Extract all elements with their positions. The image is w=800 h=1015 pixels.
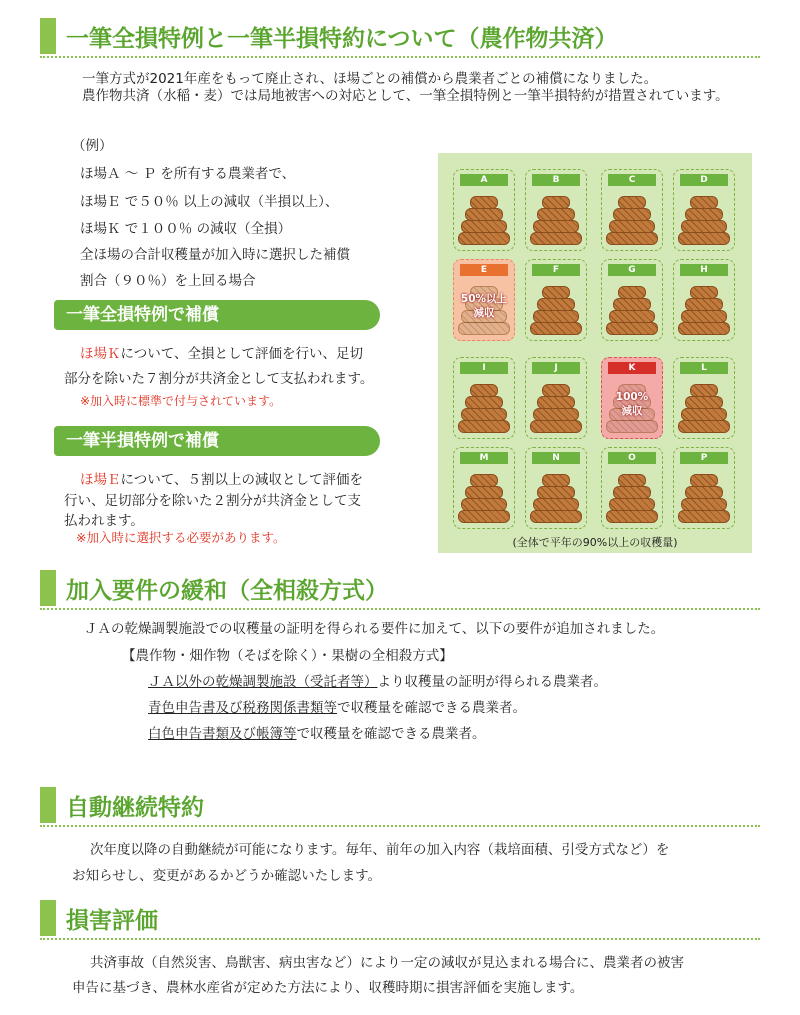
damage-assessment-line-2: 申告に基づき、農林水産省が定めた方法により、収穫時期に損害評価を実施します。 — [72, 980, 584, 996]
bale — [530, 232, 582, 245]
field-label: O — [608, 452, 656, 464]
bale — [458, 510, 510, 523]
bale — [542, 286, 570, 299]
section-title: 一筆全損特例と一筆半損特約について（農作物共済） — [66, 26, 618, 52]
grain-pile-icon — [530, 190, 582, 246]
field-e-highlight: ほ場Ｅ — [80, 472, 121, 488]
grain-pile-icon — [678, 280, 730, 336]
field-b — [525, 169, 587, 251]
bale — [609, 220, 655, 233]
example-line-2: ほ場Ｅ で５０％ 以上の減収（半損以上）、 — [80, 194, 339, 210]
bale — [678, 420, 730, 433]
bale — [533, 220, 579, 233]
field-label: L — [680, 362, 728, 374]
grain-pile-icon — [606, 468, 658, 524]
field-j — [525, 357, 587, 439]
bale — [606, 420, 658, 433]
bale — [537, 298, 575, 311]
section-heading-4 — [40, 898, 760, 940]
grain-pile-icon — [678, 190, 730, 246]
bale — [606, 322, 658, 335]
grain-pile-icon — [678, 378, 730, 434]
section-title: 加入要件の緩和（全相殺方式） — [66, 578, 388, 604]
bale — [613, 208, 651, 221]
bale — [678, 232, 730, 245]
bale — [613, 486, 651, 499]
bale — [618, 286, 646, 299]
intro-line-1: 一筆方式が2021年産をもって廃止され、ほ場ごとの補償から農業者ごとの補償になりました。 — [82, 71, 658, 87]
bale — [458, 232, 510, 245]
field-i — [453, 357, 515, 439]
field-label: F — [532, 264, 580, 276]
bale — [465, 208, 503, 221]
field-c — [601, 169, 663, 251]
bale — [690, 286, 718, 299]
bale — [533, 408, 579, 421]
bale — [690, 384, 718, 397]
text: より収穫量の証明が得られる農業者。 — [377, 674, 607, 690]
bale — [533, 310, 579, 323]
example-line-1: ほ場Ａ ～ Ｐ を所有する農業者で、 — [80, 166, 296, 182]
field-label: G — [608, 264, 656, 276]
grain-pile-icon — [606, 280, 658, 336]
field-label: H — [680, 264, 728, 276]
field-d — [673, 169, 735, 251]
bale — [530, 510, 582, 523]
heading-rule — [40, 825, 760, 827]
grain-pile-icon — [678, 468, 730, 524]
heading-rule — [40, 608, 760, 610]
special-total-loss-text-2: 部分を除いた７割分が共済金として支払われます。 — [64, 371, 374, 387]
loss-badge-line: 減収 — [473, 307, 495, 319]
underlined: 白色申告書類及び帳簿等 — [148, 726, 297, 742]
section-heading-1 — [40, 16, 760, 58]
bale — [681, 310, 727, 323]
field-h — [673, 259, 735, 341]
heading-bar — [40, 900, 56, 936]
grain-pile-icon — [530, 280, 582, 336]
bale — [470, 474, 498, 487]
special-half-loss-pill: 一筆半損特例で補償 — [54, 426, 380, 456]
heading-bar — [40, 787, 56, 823]
special-total-loss-pill: 一筆全損特例で補償 — [54, 300, 380, 330]
bale — [681, 408, 727, 421]
special-half-loss-text-2: 行い、足切部分を除いた２割分が共済金として支 — [64, 493, 361, 509]
bale — [681, 498, 727, 511]
field-label: J — [532, 362, 580, 374]
heading-rule — [40, 938, 760, 940]
underlined: 青色申告書及び税務関係書類等 — [148, 700, 337, 716]
field-a — [453, 169, 515, 251]
special-total-loss-note: ※加入時に標準で付与されています。 — [80, 394, 282, 408]
bale — [542, 474, 570, 487]
field-n — [525, 447, 587, 529]
grain-pile-icon — [530, 468, 582, 524]
field-label: I — [460, 362, 508, 374]
requirements-bracket: 【農作物・畑作物（そばを除く）・果樹の全相殺方式】 — [122, 648, 453, 664]
example-line-5: 割合（９０％）を上回る場合 — [80, 273, 256, 289]
field-label: C — [608, 174, 656, 186]
bale — [609, 310, 655, 323]
section-title: 損害評価 — [66, 908, 158, 934]
loss-badge — [604, 390, 660, 418]
field-l — [673, 357, 735, 439]
example-label: （例） — [72, 138, 113, 154]
grain-pile-icon — [458, 378, 510, 434]
text: で収穫量を確認できる農業者。 — [296, 726, 486, 742]
damage-assessment-line-1: 共済事故（自然災害、鳥獣害、病虫害など）により一定の減収が見込まれる場合に、農業者の被害 — [90, 955, 684, 971]
bale — [470, 196, 498, 209]
section-heading-3 — [40, 785, 760, 827]
requirement-item-1 — [148, 670, 607, 690]
auto-renewal-line-1: 次年度以降の自動継続が可能になります。毎年、前年の加入内容（栽培面積、引受方式など）を — [90, 842, 670, 858]
section-title: 自動継続特約 — [66, 795, 204, 821]
heading-rule — [40, 56, 760, 58]
bale — [685, 298, 723, 311]
field-m — [453, 447, 515, 529]
bale — [685, 208, 723, 221]
heading-bar — [40, 570, 56, 606]
bale — [613, 298, 651, 311]
field-label: M — [460, 452, 508, 464]
loss-badge-line: 50%以上 — [460, 293, 508, 305]
auto-renewal-line-2: お知らせし、変更があるかどうか確認いたします。 — [72, 868, 382, 884]
field-diagram — [438, 153, 752, 553]
field-label: N — [532, 452, 580, 464]
bale — [618, 196, 646, 209]
text: で収穫量を確認できる農業者。 — [337, 700, 526, 716]
bale — [465, 396, 503, 409]
bale — [681, 220, 727, 233]
bale — [537, 208, 575, 221]
bale — [461, 498, 507, 511]
field-label: E — [460, 264, 508, 276]
special-half-loss-note: ※加入時に選択する必要があります。 — [76, 530, 286, 545]
special-half-loss-text-3: 払われます。 — [64, 513, 144, 529]
text: について、５割以上の減収として評価を — [120, 472, 363, 488]
field-p — [673, 447, 735, 529]
bale — [678, 510, 730, 523]
bale — [678, 322, 730, 335]
field-label: A — [460, 174, 508, 186]
bale — [618, 474, 646, 487]
bale — [690, 474, 718, 487]
grain-pile-icon — [458, 468, 510, 524]
field-k — [601, 357, 663, 439]
grain-pile-icon — [530, 378, 582, 434]
intro-line-2: 農作物共済（水稲・麦）では局地被害への対応として、一筆全損特例と一筆半損特約が措置されています。 — [82, 88, 729, 104]
field-o — [601, 447, 663, 529]
bale — [530, 322, 582, 335]
bale — [533, 498, 579, 511]
loss-badge — [456, 292, 512, 320]
bale — [542, 196, 570, 209]
underlined: ＪＡ以外の乾燥調製施設（受託者等） — [148, 674, 378, 690]
bale — [606, 232, 658, 245]
bale — [458, 420, 510, 433]
loss-badge-line: 100% — [615, 391, 649, 403]
bale — [685, 396, 723, 409]
bale — [461, 220, 507, 233]
bale — [537, 486, 575, 499]
field-label: P — [680, 452, 728, 464]
field-label: D — [680, 174, 728, 186]
example-line-3: ほ場Ｋ で１００％ の減収（全損） — [80, 221, 292, 237]
example-line-4: 全ほ場の合計収穫量が加入時に選択した補償 — [80, 247, 350, 263]
field-e — [453, 259, 515, 341]
bale — [465, 486, 503, 499]
bale — [606, 510, 658, 523]
field-g — [601, 259, 663, 341]
requirement-item-2 — [148, 696, 526, 716]
bale — [461, 408, 507, 421]
bale — [470, 384, 498, 397]
grain-pile-icon — [606, 190, 658, 246]
bale — [685, 486, 723, 499]
diagram-caption: (全体で平年の90%以上の収穫量) — [512, 536, 678, 549]
field-label: B — [532, 174, 580, 186]
bale — [537, 396, 575, 409]
special-half-loss-text-1 — [80, 468, 363, 488]
bale — [530, 420, 582, 433]
grain-pile-icon — [458, 190, 510, 246]
bale — [609, 498, 655, 511]
field-k-highlight: ほ場Ｋ — [80, 346, 121, 362]
field-f — [525, 259, 587, 341]
bale — [542, 384, 570, 397]
requirement-item-3 — [148, 722, 486, 742]
heading-bar — [40, 18, 56, 54]
loss-badge-line: 減収 — [621, 405, 643, 417]
special-total-loss-text-1 — [80, 342, 363, 362]
bale — [458, 322, 510, 335]
requirements-intro: ＪＡの乾燥調製施設での収穫量の証明を得られる要件に加えて、以下の要件が追加されました。 — [84, 621, 665, 637]
field-label: K — [608, 362, 656, 374]
text: について、全損として評価を行い、足切 — [120, 346, 363, 362]
bale — [690, 196, 718, 209]
section-heading-2 — [40, 568, 760, 610]
